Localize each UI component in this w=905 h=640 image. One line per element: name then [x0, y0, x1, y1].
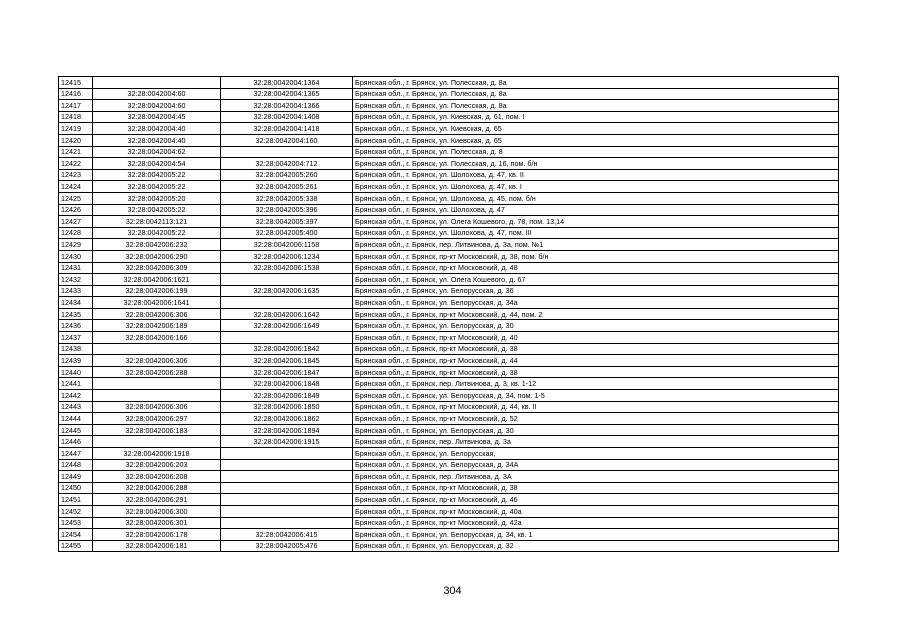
table-row — [59, 378, 839, 390]
table-row — [59, 436, 839, 448]
building-cadastral-number-cell: 32:28:0042005:476 — [221, 540, 353, 552]
address-cell: Брянская обл., г. Брянск, ул. Полесская, д. 8а — [353, 88, 839, 100]
land-cadastral-number-cell — [93, 343, 221, 355]
building-cadastral-number-cell: 32:28:0042006:1862 — [221, 413, 353, 425]
table-row — [59, 77, 839, 89]
address-cell: Брянская обл., г. Брянск, ул. Киевская, д. 61, пом. I — [353, 111, 839, 123]
table-row — [59, 262, 839, 274]
row-number-cell: 12425 — [59, 192, 93, 204]
land-cadastral-number-cell: 32:28:0042006:178 — [93, 529, 221, 541]
row-number-cell: 12434 — [59, 297, 93, 309]
land-cadastral-number-cell: 32:28:0042006:309 — [93, 262, 221, 274]
table-row — [59, 192, 839, 204]
table-row — [59, 297, 839, 309]
land-cadastral-number-cell: 32:28:0042004:60 — [93, 100, 221, 112]
land-cadastral-number-cell: 32:28:0042004:54 — [93, 158, 221, 170]
row-number-cell: 12447 — [59, 448, 93, 460]
table-row — [59, 390, 839, 402]
building-cadastral-number-cell: 32:28:0042006:1158 — [221, 239, 353, 251]
address-cell: Брянская обл., г. Брянск, пр-кт Московский, д. 44, кв. II — [353, 401, 839, 413]
land-cadastral-number-cell: 32:28:0042004:62 — [93, 146, 221, 158]
row-number-cell: 12448 — [59, 459, 93, 471]
building-cadastral-number-cell: 32:28:0042005:400 — [221, 227, 353, 239]
table-row — [59, 401, 839, 413]
row-number-cell: 12445 — [59, 424, 93, 436]
address-cell: Брянская обл., г. Брянск, пр-кт Московский, д. 44, пом. 2 — [353, 308, 839, 320]
building-cadastral-number-cell: 32:28:0042006:1894 — [221, 424, 353, 436]
land-cadastral-number-cell: 32:28:0042006:203 — [93, 459, 221, 471]
address-cell: Брянская обл., г. Брянск, ул. Шолохова, д. 47, кв. II — [353, 169, 839, 181]
land-cadastral-number-cell: 32:28:0042005:22 — [93, 204, 221, 216]
table-row — [59, 227, 839, 239]
row-number-cell: 12450 — [59, 482, 93, 494]
land-cadastral-number-cell — [93, 390, 221, 402]
land-cadastral-number-cell: 32:28:0042005:22 — [93, 227, 221, 239]
table-row — [59, 169, 839, 181]
address-cell: Брянская обл., г. Брянск, ул. Полесская, д. 16, пом. б/н — [353, 158, 839, 170]
building-cadastral-number-cell: 32:28:0042006:1538 — [221, 262, 353, 274]
row-number-cell: 12418 — [59, 111, 93, 123]
address-cell: Брянская обл., г. Брянск, ул. Шолохова, д. 47, пом. III — [353, 227, 839, 239]
row-number-cell: 12444 — [59, 413, 93, 425]
row-number-cell: 12431 — [59, 262, 93, 274]
address-cell: Брянская обл., г. Брянск, пер. Литвинова, д. 3а, пом. №1 — [353, 239, 839, 251]
row-number-cell: 12441 — [59, 378, 93, 390]
table-row — [59, 482, 839, 494]
land-cadastral-number-cell: 32:28:0042113:121 — [93, 216, 221, 228]
row-number-cell: 12428 — [59, 227, 93, 239]
land-cadastral-number-cell: 32:28:0042006:291 — [93, 494, 221, 506]
address-cell: Брянская обл., г. Брянск, ул. Белорусская, д. 34, кв. 1 — [353, 529, 839, 541]
land-cadastral-number-cell: 32:28:0042006:288 — [93, 482, 221, 494]
table-row — [59, 332, 839, 344]
address-cell: Брянская обл., г. Брянск, ул. Белорусская, д. 34, пом. 1-5 — [353, 390, 839, 402]
address-cell: Брянская обл., г. Брянск, пер. Литвинова, д. 3, кв. 1-12 — [353, 378, 839, 390]
row-number-cell: 12433 — [59, 285, 93, 297]
address-cell: Брянская обл., г. Брянск, ул. Олега Кошевого, д. 78, пом. 13,14 — [353, 216, 839, 228]
land-cadastral-number-cell: 32:28:0042004:40 — [93, 123, 221, 135]
building-cadastral-number-cell: 32:28:0042006:1850 — [221, 401, 353, 413]
table-row — [59, 308, 839, 320]
row-number-cell: 12446 — [59, 436, 93, 448]
row-number-cell: 12438 — [59, 343, 93, 355]
land-cadastral-number-cell — [93, 436, 221, 448]
building-cadastral-number-cell: 32:28:0042006:1849 — [221, 390, 353, 402]
building-cadastral-number-cell — [221, 146, 353, 158]
address-cell: Брянская обл., г. Брянск, ул. Шолохова, д. 47 — [353, 204, 839, 216]
table-row — [59, 111, 839, 123]
land-cadastral-number-cell: 32:28:0042006:301 — [93, 517, 221, 529]
row-number-cell: 12432 — [59, 274, 93, 286]
building-cadastral-number-cell: 32:28:0042006:1234 — [221, 250, 353, 262]
building-cadastral-number-cell: 32:28:0042006:1848 — [221, 378, 353, 390]
row-number-cell: 12449 — [59, 471, 93, 483]
address-cell: Брянская обл., г. Брянск, ул. Шолохова, д. 45, пом. б/н — [353, 192, 839, 204]
row-number-cell: 12435 — [59, 308, 93, 320]
row-number-cell: 12423 — [59, 169, 93, 181]
building-cadastral-number-cell: 32:28:0042005:260 — [221, 169, 353, 181]
table-row — [59, 494, 839, 506]
land-cadastral-number-cell — [93, 378, 221, 390]
table-row — [59, 505, 839, 517]
table-row — [59, 517, 839, 529]
building-cadastral-number-cell: 32:28:0042006:415 — [221, 529, 353, 541]
row-number-cell: 12439 — [59, 355, 93, 367]
table-row — [59, 123, 839, 135]
building-cadastral-number-cell — [221, 448, 353, 460]
table-row — [59, 285, 839, 297]
building-cadastral-number-cell — [221, 505, 353, 517]
building-cadastral-number-cell: 32:28:0042004:160 — [221, 134, 353, 146]
building-cadastral-number-cell: 32:28:0042006:1915 — [221, 436, 353, 448]
row-number-cell: 12451 — [59, 494, 93, 506]
land-cadastral-number-cell: 32:28:0042006:306 — [93, 308, 221, 320]
table-row — [59, 100, 839, 112]
table-row — [59, 216, 839, 228]
row-number-cell: 12422 — [59, 158, 93, 170]
building-cadastral-number-cell: 32:28:0042005:338 — [221, 192, 353, 204]
address-cell: Брянская обл., г. Брянск, ул. Белорусская, д. 34а — [353, 297, 839, 309]
address-cell: Брянская обл., г. Брянск, ул. Белорусская, д. 32 — [353, 540, 839, 552]
address-cell: Брянская обл., г. Брянск, пр-кт Московский, д. 40 — [353, 332, 839, 344]
building-cadastral-number-cell: 32:28:0042006:1847 — [221, 366, 353, 378]
table-row — [59, 320, 839, 332]
address-cell: Брянская обл., г. Брянск, пр-кт Московский, д. 40а — [353, 505, 839, 517]
address-cell: Брянская обл., г. Брянск, пр-кт Московский, д. 52 — [353, 413, 839, 425]
row-number-cell: 12442 — [59, 390, 93, 402]
building-cadastral-number-cell: 32:28:0042006:1635 — [221, 285, 353, 297]
row-number-cell: 12453 — [59, 517, 93, 529]
building-cadastral-number-cell: 32:28:0042004:712 — [221, 158, 353, 170]
land-cadastral-number-cell: 32:28:0042006:189 — [93, 320, 221, 332]
address-cell: Брянская обл., г. Брянск, ул. Полесская, д. 8 — [353, 146, 839, 158]
address-cell: Брянская обл., г. Брянск, пер. Литвинова, д. 3а — [353, 436, 839, 448]
land-cadastral-number-cell: 32:28:0042006:166 — [93, 332, 221, 344]
land-cadastral-number-cell: 32:28:0042004:60 — [93, 88, 221, 100]
building-cadastral-number-cell — [221, 471, 353, 483]
address-cell: Брянская обл., г. Брянск, пр-кт Московский, д. 42а — [353, 517, 839, 529]
table-row — [59, 529, 839, 541]
land-cadastral-number-cell: 32:28:0042006:208 — [93, 471, 221, 483]
table-row — [59, 158, 839, 170]
table-row — [59, 250, 839, 262]
building-cadastral-number-cell: 32:28:0042005:396 — [221, 204, 353, 216]
address-cell: Брянская обл., г. Брянск, пер. Литвинова, д. 3А — [353, 471, 839, 483]
address-cell: Брянская обл., г. Брянск, ул. Киевская, д. 65 — [353, 123, 839, 135]
building-cadastral-number-cell: 32:28:0042004:1418 — [221, 123, 353, 135]
building-cadastral-number-cell: 32:28:0042004:1364 — [221, 77, 353, 89]
row-number-cell: 12454 — [59, 529, 93, 541]
building-cadastral-number-cell: 32:28:0042006:1845 — [221, 355, 353, 367]
land-cadastral-number-cell: 32:28:0042006:199 — [93, 285, 221, 297]
table-row — [59, 413, 839, 425]
row-number-cell: 12421 — [59, 146, 93, 158]
building-cadastral-number-cell — [221, 482, 353, 494]
table-row — [59, 274, 839, 286]
row-number-cell: 12455 — [59, 540, 93, 552]
row-number-cell: 12429 — [59, 239, 93, 251]
table-row — [59, 471, 839, 483]
land-cadastral-number-cell — [93, 77, 221, 89]
table-row — [59, 239, 839, 251]
building-cadastral-number-cell: 32:28:0042005:397 — [221, 216, 353, 228]
land-cadastral-number-cell: 32:28:0042004:45 — [93, 111, 221, 123]
building-cadastral-number-cell — [221, 517, 353, 529]
row-number-cell: 12440 — [59, 366, 93, 378]
address-cell: Брянская обл., г. Брянск, пр-кт Московский, д. 46 — [353, 494, 839, 506]
land-cadastral-number-cell: 32:28:0042004:40 — [93, 134, 221, 146]
address-cell: Брянская обл., г. Брянск, пр-кт Московский, д. 38, пом. б/н — [353, 250, 839, 262]
building-cadastral-number-cell: 32:28:0042004:1365 — [221, 88, 353, 100]
address-cell: Брянская обл., г. Брянск, ул. Белорусская, д. 30 — [353, 424, 839, 436]
cadastral-registry-table — [58, 76, 839, 552]
building-cadastral-number-cell: 32:28:0042004:1366 — [221, 100, 353, 112]
table-row — [59, 204, 839, 216]
address-cell: Брянская обл., г. Брянск, ул. Белорусская, д. 30 — [353, 320, 839, 332]
building-cadastral-number-cell — [221, 332, 353, 344]
address-cell: Брянская обл., г. Брянск, ул. Олега Кошевого, д. 67 — [353, 274, 839, 286]
row-number-cell: 12415 — [59, 77, 93, 89]
row-number-cell: 12437 — [59, 332, 93, 344]
address-cell: Брянская обл., г. Брянск, пр-кт Московский, д. 38 — [353, 366, 839, 378]
land-cadastral-number-cell: 32:28:0042006:306 — [93, 355, 221, 367]
row-number-cell: 12419 — [59, 123, 93, 135]
row-number-cell: 12443 — [59, 401, 93, 413]
address-cell: Брянская обл., г. Брянск, пр-кт Московский, д. 44 — [353, 355, 839, 367]
address-cell: Брянская обл., г. Брянск, пр-кт Московский, д. 38 — [353, 343, 839, 355]
address-cell: Брянская обл., г. Брянск, ул. Полесская, д. 8а — [353, 100, 839, 112]
land-cadastral-number-cell: 32:28:0042006:1621 — [93, 274, 221, 286]
table-row — [59, 134, 839, 146]
row-number-cell: 12430 — [59, 250, 93, 262]
table-row — [59, 88, 839, 100]
table-row — [59, 181, 839, 193]
row-number-cell: 12427 — [59, 216, 93, 228]
building-cadastral-number-cell — [221, 459, 353, 471]
table-row — [59, 146, 839, 158]
row-number-cell: 12452 — [59, 505, 93, 517]
registry-table-body — [59, 77, 839, 552]
row-number-cell: 12424 — [59, 181, 93, 193]
building-cadastral-number-cell — [221, 274, 353, 286]
land-cadastral-number-cell: 32:28:0042005:20 — [93, 192, 221, 204]
land-cadastral-number-cell: 32:28:0042006:300 — [93, 505, 221, 517]
land-cadastral-number-cell: 32:28:0042006:1641 — [93, 297, 221, 309]
row-number-cell: 12417 — [59, 100, 93, 112]
building-cadastral-number-cell: 32:28:0042004:1408 — [221, 111, 353, 123]
table-row — [59, 540, 839, 552]
land-cadastral-number-cell: 32:28:0042006:1918 — [93, 448, 221, 460]
building-cadastral-number-cell: 32:28:0042005:261 — [221, 181, 353, 193]
row-number-cell: 12416 — [59, 88, 93, 100]
building-cadastral-number-cell — [221, 494, 353, 506]
row-number-cell: 12420 — [59, 134, 93, 146]
table-row — [59, 366, 839, 378]
address-cell: Брянская обл., г. Брянск, пр-кт Московский, д. 38 — [353, 482, 839, 494]
land-cadastral-number-cell: 32:28:0042005:22 — [93, 181, 221, 193]
table-row — [59, 355, 839, 367]
address-cell: Брянская обл., г. Брянск, ул. Белорусская, — [353, 448, 839, 460]
land-cadastral-number-cell: 32:28:0042006:290 — [93, 250, 221, 262]
building-cadastral-number-cell: 32:28:0042006:1649 — [221, 320, 353, 332]
land-cadastral-number-cell: 32:28:0042006:297 — [93, 413, 221, 425]
land-cadastral-number-cell: 32:28:0042006:181 — [93, 540, 221, 552]
address-cell: Брянская обл., г. Брянск, ул. Полесская, д. 8а — [353, 77, 839, 89]
building-cadastral-number-cell — [221, 297, 353, 309]
table-row — [59, 448, 839, 460]
address-cell: Брянская обл., г. Брянск, ул. Шолохова, д. 47, кв. I — [353, 181, 839, 193]
address-cell: Брянская обл., г. Брянск, ул. Белорусская, д. 36 — [353, 285, 839, 297]
address-cell: Брянская обл., г. Брянск, ул. Киевская, д. 65 — [353, 134, 839, 146]
page-number: 304 — [443, 585, 462, 597]
land-cadastral-number-cell: 32:28:0042005:22 — [93, 169, 221, 181]
row-number-cell: 12436 — [59, 320, 93, 332]
address-cell: Брянская обл., г. Брянск, ул. Белорусская, д. 34А — [353, 459, 839, 471]
building-cadastral-number-cell: 32:28:0042006:1842 — [221, 343, 353, 355]
land-cadastral-number-cell: 32:28:0042006:183 — [93, 424, 221, 436]
table-row — [59, 343, 839, 355]
address-cell: Брянская обл., г. Брянск, пр-кт Московский, д. 48 — [353, 262, 839, 274]
land-cadastral-number-cell: 32:28:0042006:232 — [93, 239, 221, 251]
building-cadastral-number-cell: 32:28:0042006:1642 — [221, 308, 353, 320]
row-number-cell: 12426 — [59, 204, 93, 216]
land-cadastral-number-cell: 32:28:0042006:288 — [93, 366, 221, 378]
table-row — [59, 459, 839, 471]
land-cadastral-number-cell: 32:28:0042006:306 — [93, 401, 221, 413]
table-row — [59, 424, 839, 436]
